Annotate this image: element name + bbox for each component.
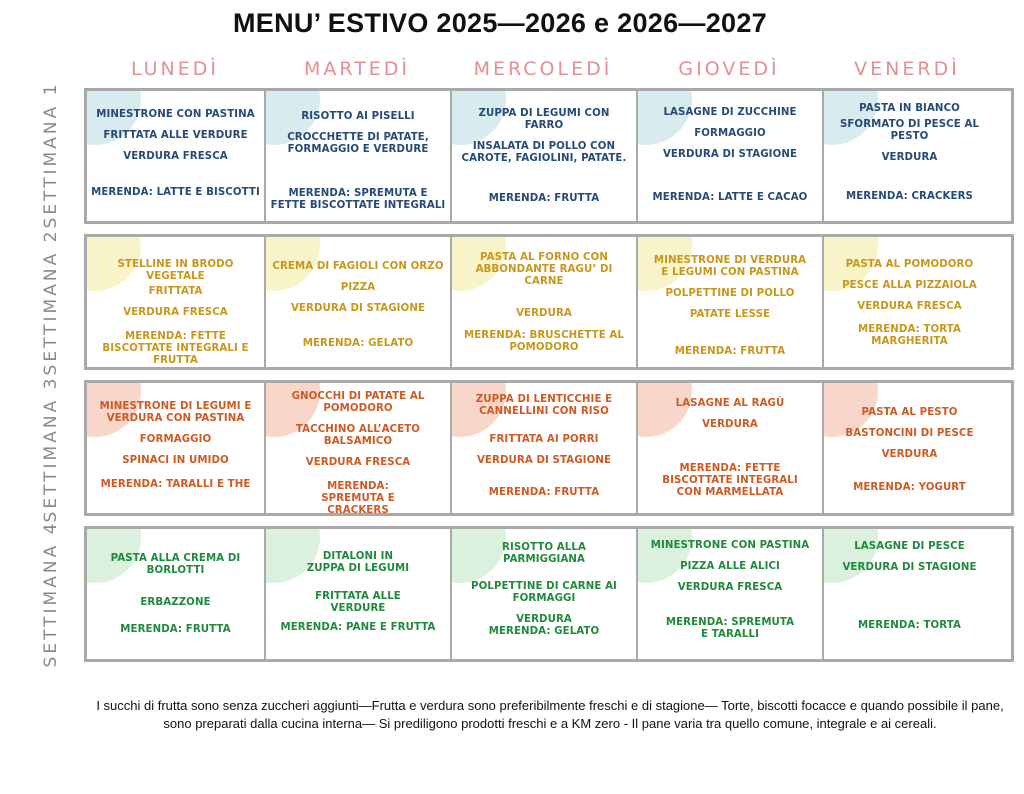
snack-item: MERENDA: FRUTTA <box>488 487 600 498</box>
snack-item: MERENDA: BRUSCHETTE AL POMODORO <box>464 330 624 353</box>
cell-content <box>824 91 995 221</box>
day-header-lunedi: LUNEDÌ <box>131 58 219 80</box>
menu-item: PASTA ALLA CREMA DI BORLOTTI <box>110 553 241 576</box>
cell-content <box>87 91 264 221</box>
cell-content <box>266 91 450 221</box>
menu-item: VERDURA DI STAGIONE <box>290 303 426 314</box>
menu-item: VERDURA FRESCA <box>123 307 228 318</box>
cell-content <box>452 237 636 367</box>
menu-item: VERDURA <box>881 449 938 460</box>
menu-cell <box>84 237 264 367</box>
footnote: I succhi di frutta sono senza zuccheri aggiunti—Frutta e verdura sono preferibilmente freschi e di stagione— Torte, biscotti focacce e quando possibile il pane, sono preparati dalla cucina interna— Si prediligono prodotti freschi e a KM zero - Il pane varia tra quello comune, integrale e ai cereali. <box>96 698 1004 731</box>
menu-cell <box>264 91 450 221</box>
menu-item: CREMA DI FAGIOLI CON ORZO <box>272 261 444 272</box>
menu-item: FRITTATA <box>148 286 203 297</box>
menu-item: VERDURA FRESCA <box>123 151 228 162</box>
menu-item: PASTA AL PESTO <box>861 407 958 418</box>
cell-content <box>824 383 995 513</box>
cell-content <box>266 383 450 513</box>
cell-content <box>824 529 995 659</box>
snack-item: MERENDA: LATTE E CACAO <box>652 192 808 203</box>
snack-item: MERENDA: PANE E FRUTTA <box>280 622 436 633</box>
menu-item: BASTONCINI DI PESCE <box>845 428 974 439</box>
menu-cell <box>636 529 822 659</box>
menu-item: PIZZA <box>340 282 376 293</box>
menu-item: FRITTATA ALLE VERDURE <box>315 591 401 614</box>
menu-item: VERDURA <box>881 152 938 163</box>
menu-cell <box>84 91 264 221</box>
cell-content <box>638 529 822 659</box>
menu-item: FRITTATA ALLE VERDURE <box>103 130 248 141</box>
week-label-4: SETTIMANA 4 <box>41 520 61 668</box>
menu-item: INSALATA DI POLLO CON CAROTE, FAGIOLINI, PATATE. <box>461 141 627 164</box>
menu-item: FORMAGGIO <box>694 128 766 139</box>
snack-item: MERENDA: SPREMUTA E TARALLI <box>665 617 795 640</box>
menu-cell <box>636 91 822 221</box>
menu-item: PASTA AL POMODORO <box>845 259 974 270</box>
cell-content <box>824 237 995 367</box>
menu-item: GNOCCHI DI PATATE AL POMODORO <box>291 391 425 414</box>
menu-item: PATATE LESSE <box>689 309 771 320</box>
cell-content <box>638 383 822 513</box>
week-row-1 <box>84 88 1014 224</box>
cell-content <box>87 237 264 367</box>
week-label-3: SETTIMANA 3 <box>41 375 61 523</box>
snack-item: MERENDA: FRUTTA <box>120 624 231 635</box>
menu-item: LASAGNE AL RAGÙ <box>675 398 785 409</box>
menu-item: FORMAGGIO <box>139 434 212 445</box>
cell-content <box>266 529 450 659</box>
menu-item: PASTA IN BIANCO <box>859 103 960 114</box>
day-header-martedi: MARTEDÌ <box>303 58 411 80</box>
menu-item: PASTA AL FORNO CON ABBONDANTE RAGU’ DI CARNE <box>475 252 613 287</box>
menu-cell <box>822 529 1014 659</box>
page-title: MENU’ ESTIVO 2025—2026 e 2026—2027 <box>232 8 767 38</box>
day-header-giovedi: GIOVEDÌ <box>678 58 780 80</box>
menu-cell <box>822 91 1014 221</box>
menu-item: SFORMATO DI PESCE AL PESTO <box>839 119 980 142</box>
menu-cell <box>84 383 264 513</box>
week-row-3 <box>84 380 1014 516</box>
menu-cell <box>636 237 822 367</box>
day-header-mercoledi: MERCOLEDÌ <box>473 58 613 80</box>
cell-content <box>87 529 264 659</box>
menu-item: RISOTTO AI PISELLI <box>301 111 415 122</box>
menu-item: ERBAZZONE <box>140 597 211 608</box>
menu-item: RISOTTO ALLA PARMIGGIANA <box>502 542 586 565</box>
menu-cell <box>84 529 264 659</box>
week-label-2: SETTIMANA 2 <box>41 228 61 376</box>
menu-cell <box>822 237 1014 367</box>
snack-item: MERENDA: YOGURT <box>853 482 966 493</box>
menu-item: VERDURA FRESCA <box>857 301 962 312</box>
snack-item: MERENDA: SPREMUTA E FETTE BISCOTTATE INTEGRALI <box>270 188 446 211</box>
menu-item: CROCCHETTE DI PATATE, FORMAGGIO E VERDURE <box>287 132 429 155</box>
snack-item: MERENDA: FETTE BISCOTTATE INTEGRALI E FRUTTA <box>102 331 249 366</box>
menu-item: STELLINE IN BRODO VEGETALE <box>117 259 234 282</box>
snack-item: MERENDA: FETTE BISCOTTATE INTEGRALI CON MARMELLATA <box>662 463 798 498</box>
menu-item: ZUPPA DI LENTICCHIE E CANNELLINI CON RISO <box>475 394 613 417</box>
menu-item: ZUPPA DI LEGUMI CON FARRO <box>478 108 610 131</box>
menu-cell <box>636 383 822 513</box>
menu-item: SPINACI IN UMIDO <box>122 455 229 466</box>
menu-item: VERDURA DI STAGIONE <box>476 455 612 466</box>
menu-item: MINESTRONE DI LEGUMI E VERDURA CON PASTINA <box>99 401 252 424</box>
cell-content <box>266 237 450 367</box>
menu-item: VERDURA <box>516 308 572 319</box>
menu-item: MINESTRONE CON PASTINA <box>96 109 255 120</box>
cell-content <box>638 237 822 367</box>
menu-item: MINESTRONE DI VERDURA E LEGUMI CON PASTINA <box>653 255 807 278</box>
menu-item: MINESTRONE CON PASTINA <box>650 540 810 551</box>
menu-item: VERDURA <box>516 614 572 625</box>
snack-item: MERENDA: FRUTTA <box>488 193 600 204</box>
cell-content <box>638 91 822 221</box>
snack-item: MERENDA: LATTE E BISCOTTI <box>91 187 260 198</box>
menu-cell <box>264 529 450 659</box>
menu-item: LASAGNE DI ZUCCHINE <box>663 107 797 118</box>
cell-content <box>452 91 636 221</box>
snack-item: MERENDA: SPREMUTA E CRACKERS <box>321 481 395 513</box>
snack-item: MERENDA: GELATO <box>488 626 600 637</box>
day-header-venerdi: VENERDÌ <box>854 58 960 80</box>
menu-cell <box>450 529 636 659</box>
menu-item: DITALONI IN ZUPPA DI LEGUMI <box>306 551 410 574</box>
menu-item: VERDURA FRESCA <box>677 582 783 593</box>
snack-item: MERENDA: TARALLI E THE <box>100 479 251 490</box>
menu-cell <box>450 91 636 221</box>
menu-cell <box>450 237 636 367</box>
menu-cell <box>264 383 450 513</box>
menu-cell <box>822 383 1014 513</box>
snack-item: MERENDA: GELATO <box>302 338 414 349</box>
menu-item: PIZZA ALLE ALICI <box>680 561 780 572</box>
menu-cell <box>264 237 450 367</box>
menu-item: FRITTATA AI PORRI <box>489 434 599 445</box>
menu-item: PESCE ALLA PIZZAIOLA <box>842 280 977 291</box>
menu-item: POLPETTINE DI POLLO <box>665 288 795 299</box>
menu-item: TACCHINO ALL’ACETO BALSAMICO <box>295 424 421 447</box>
cell-content <box>452 529 636 659</box>
menu-item: VERDURA DI STAGIONE <box>662 149 798 160</box>
menu-item: VERDURA FRESCA <box>305 457 411 468</box>
menu-item: VERDURA DI STAGIONE <box>842 562 977 573</box>
week-label-1: SETTIMANA 1 <box>41 81 61 229</box>
week-row-4 <box>84 526 1014 662</box>
snack-item: MERENDA: FRUTTA <box>674 346 786 357</box>
cell-content <box>452 383 636 513</box>
snack-item: MERENDA: TORTA <box>857 620 961 631</box>
week-row-2 <box>84 234 1014 370</box>
menu-item: POLPETTINE DI CARNE AI FORMAGGI <box>471 581 617 604</box>
snack-item: MERENDA: TORTA MARGHERITA <box>857 324 961 347</box>
menu-item: VERDURA <box>702 419 758 430</box>
menu-item: LASAGNE DI PESCE <box>854 541 965 552</box>
cell-content <box>87 383 264 513</box>
menu-cell <box>450 383 636 513</box>
snack-item: MERENDA: CRACKERS <box>846 191 973 202</box>
